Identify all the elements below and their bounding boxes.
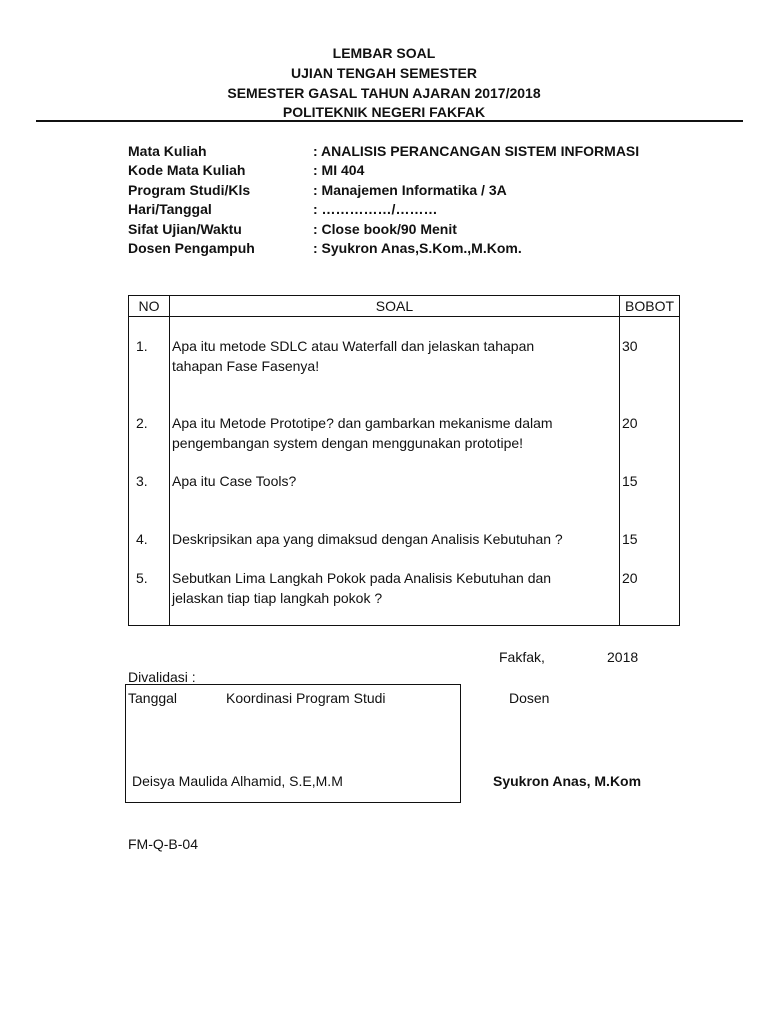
info-label-hari: Hari/Tanggal <box>128 201 212 217</box>
coordinator-title: Koordinasi Program Studi <box>226 690 386 706</box>
info-value-kode: : MI 404 <box>313 162 365 178</box>
info-label-kode: Kode Mata Kuliah <box>128 162 246 178</box>
question-text-line1: Apa itu Case Tools? <box>172 473 297 489</box>
question-text-line1: Apa itu Metode Prototipe? dan gambarkan mekanisme dalam <box>172 415 553 431</box>
institution-name: POLITEKNIK NEGERI FAKFAK <box>282 104 486 120</box>
question-number: 4. <box>136 531 148 547</box>
lecturer-title: Dosen <box>509 690 550 706</box>
info-value-sifat: : Close book/90 Menit <box>313 221 457 237</box>
form-code: FM-Q-B-04 <box>128 836 198 852</box>
question-text-line1: Deskripsikan apa yang dimaksud dengan Analisis Kebutuhan ? <box>172 531 563 547</box>
info-value-mata-kuliah: : ANALISIS PERANCANGAN SISTEM INFORMASI <box>313 143 640 159</box>
signing-place: Fakfak, <box>499 649 545 665</box>
lecturer-name: Syukron Anas, M.Kom <box>493 773 642 789</box>
semester-line: SEMESTER GASAL TAHUN AJARAN 2017/2018 <box>227 85 541 101</box>
question-weight: 20 <box>622 570 638 586</box>
info-value-hari: : ……………/……… <box>313 201 438 217</box>
question-text-line2: jelaskan tiap tiap langkah pokok ? <box>172 590 383 606</box>
header-soal: SOAL <box>169 296 619 317</box>
info-label-prodi: Program Studi/Kls <box>128 182 251 198</box>
question-number: 1. <box>136 338 148 354</box>
question-weight: 15 <box>622 531 638 547</box>
question-text-line1: Sebutkan Lima Langkah Pokok pada Analisis Kebutuhan dan <box>172 570 552 586</box>
question-text-line2: pengembangan system dengan menggunakan prototipe! <box>172 435 524 451</box>
coordinator-name: Deisya Maulida Alhamid, S.E,M.M <box>132 773 343 789</box>
question-weight: 30 <box>622 338 638 354</box>
table-header-row <box>129 296 680 317</box>
question-text-line1: Apa itu metode SDLC atau Waterfall dan jelaskan tahapan <box>172 338 535 354</box>
doc-title: LEMBAR SOAL <box>332 45 436 61</box>
question-weight: 20 <box>622 415 638 431</box>
question-number: 5. <box>136 570 148 586</box>
validated-label: Divalidasi : <box>128 669 196 685</box>
exam-type: UJIAN TENGAH SEMESTER <box>291 65 477 81</box>
signing-year: 2018 <box>607 649 639 665</box>
header-no: NO <box>129 296 170 317</box>
question-number: 2. <box>136 415 148 431</box>
question-number: 3. <box>136 473 148 489</box>
tanggal-label: Tanggal <box>128 690 178 706</box>
info-label-sifat: Sifat Ujian/Waktu <box>128 221 242 237</box>
info-value-prodi: : Manajemen Informatika / 3A <box>313 182 507 198</box>
question-weight: 15 <box>622 473 638 489</box>
header-divider <box>36 120 743 122</box>
header-bobot: BOBOT <box>620 296 680 317</box>
info-value-dosen: : Syukron Anas,S.Kom.,M.Kom. <box>313 240 522 256</box>
info-label-mata-kuliah: Mata Kuliah <box>128 143 207 159</box>
no-column-cell <box>129 317 170 626</box>
question-text-line2: tahapan Fase Fasenya! <box>172 358 320 374</box>
info-label-dosen: Dosen Pengampuh <box>128 240 255 256</box>
